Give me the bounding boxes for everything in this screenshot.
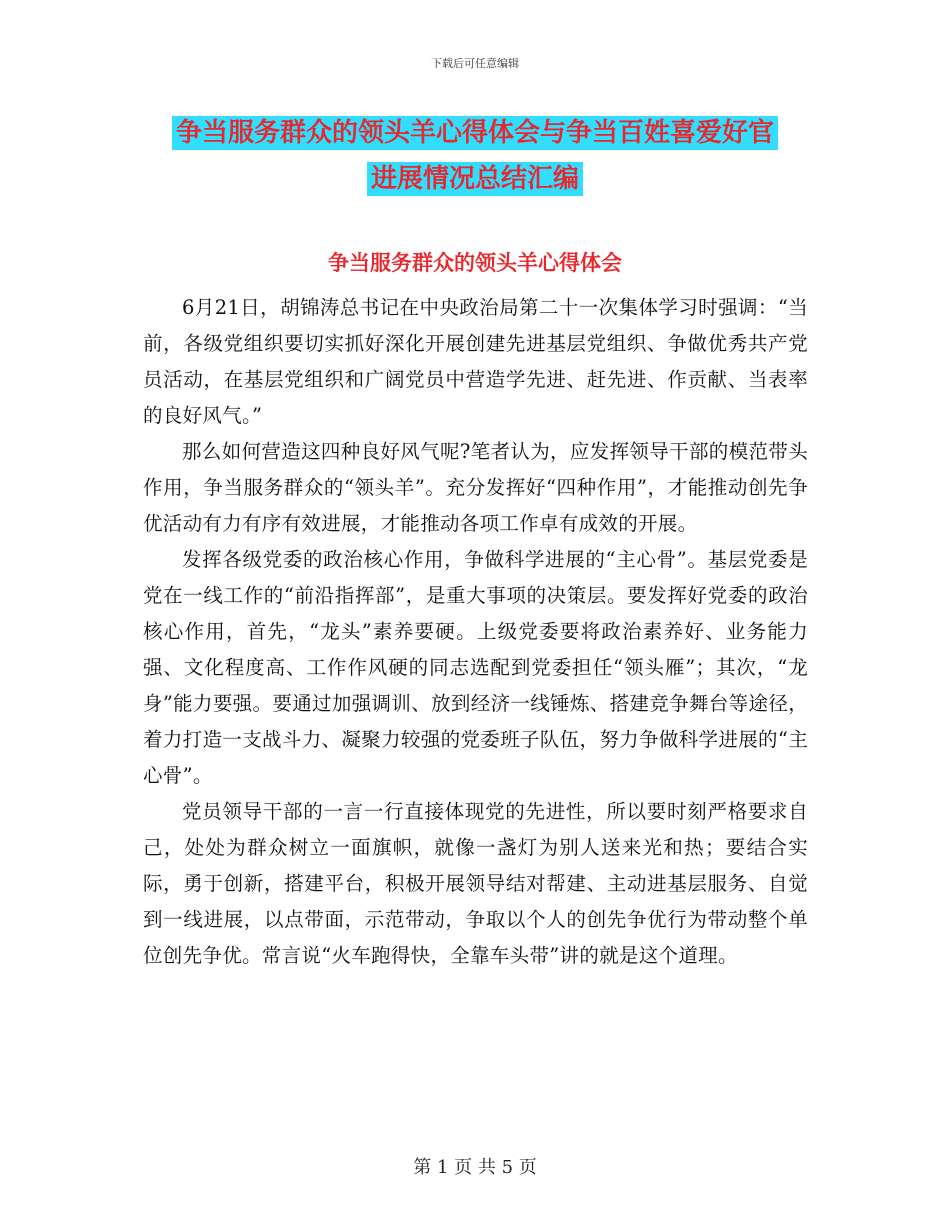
paragraph: 发挥各级党委的政治核心作用，争做科学进展的“主心骨”。基层党委是党在一线工作的“前沿指挥部”，是重大事项的决策层。要发挥好党委的政治核心作用，首先，“龙头”素养要硬。上级党委要将政治素养好、业务能力强、文化程度高、工作作风硬的同志选配到党委担任“领头雁”；其次，“龙身”能力要强。要通过加强调训、放到经济一线锤炼、搭建竞争舞台等途径，着力打造一支战斗力、凝聚力较强的党委班子队伍，努力争做科学进展的“主心骨”。 xyxy=(143,548,808,787)
paragraph: 6月21日，胡锦涛总书记在中央政治局第二十一次集体学习时强调：“当前，各级党组织要切实抓好深化开展创建先进基层党组织、争做优秀共产党员活动，在基层党组织和广阔党员中营造学先进、赶先进、作贡献、当表率的良好风气。” xyxy=(143,296,808,427)
page-footer: 第 1 页 共 5 页 xyxy=(413,1157,537,1178)
document-title xyxy=(0,110,950,202)
body-text xyxy=(143,290,808,974)
paragraph: 那么如何营造这四种良好风气呢?笔者认为，应发挥领导干部的模范带头作用，争当服务群众的“领头羊”。充分发挥好“四种作用”，才能推动创先争优活动有力有序有效进展，才能推动各项工作卓有成效的开展。 xyxy=(143,440,808,535)
header-note: 下载后可任意编辑 xyxy=(431,57,519,70)
title-line-2: 进展情况总结汇编 xyxy=(367,162,583,196)
section-title: 争当服务群众的领头羊心得体会 xyxy=(328,251,622,275)
paragraph: 党员领导干部的一言一行直接体现党的先进性，所以要时刻严格要求自己，处处为群众树立一面旗帜，就像一盏灯为别人送来光和热；要结合实际，勇于创新，搭建平台，积极开展领导结对帮建、主动进基层服务、自觉到一线进展，以点带面，示范带动，争取以个人的创先争优行为带动整个单位创先争优。常言说“火车跑得快，全靠车头带”讲的就是这个道理。 xyxy=(143,800,808,967)
title-line-1: 争当服务群众的领头羊心得体会与争当百姓喜爱好官 xyxy=(172,116,778,150)
